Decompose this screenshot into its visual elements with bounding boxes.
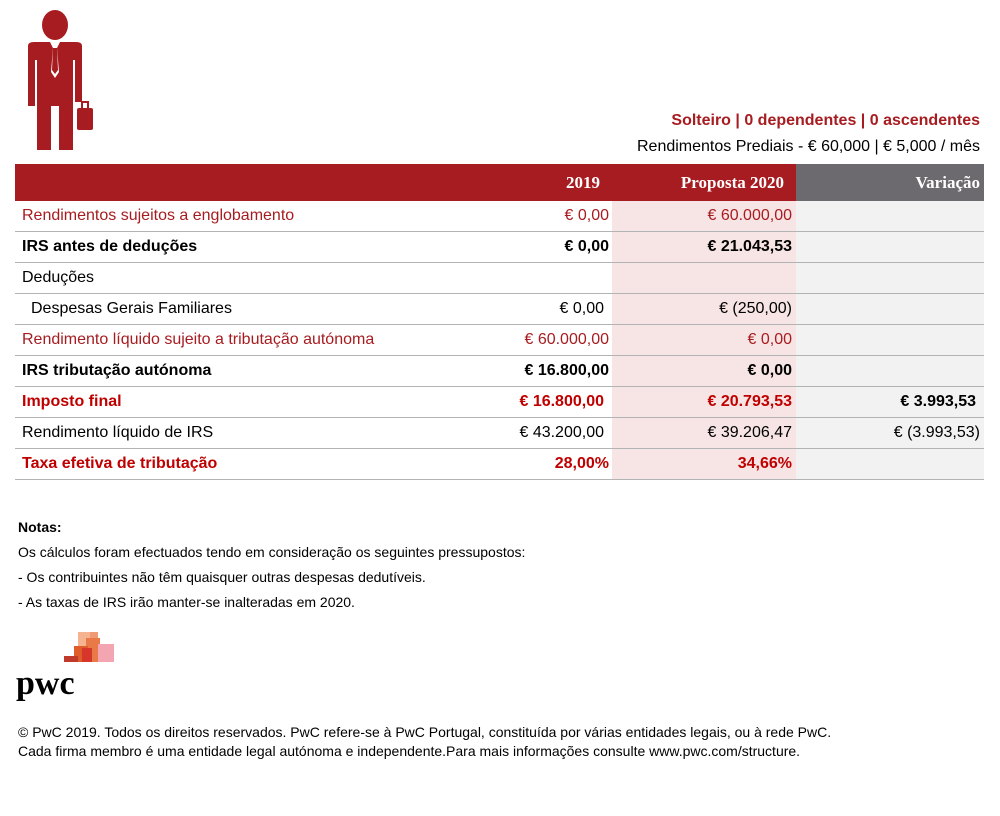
notes-line: Os cálculos foram efectuados tendo em consideração os seguintes pressupostos: xyxy=(18,544,526,560)
value-2019 xyxy=(424,263,612,294)
value-2020: € 0,00 xyxy=(612,325,796,356)
table-row xyxy=(15,387,984,418)
notes-line: - As taxas de IRS irão manter-se inalteradas em 2020. xyxy=(18,594,355,610)
row-label: Rendimento líquido sujeito a tributação autónoma xyxy=(15,325,424,356)
row-label: IRS antes de deduções xyxy=(15,232,424,263)
value-2020: € 39.206,47 xyxy=(612,418,796,449)
table-row xyxy=(15,263,984,294)
row-label: Deduções xyxy=(15,263,424,294)
value-2020: € (250,00) xyxy=(612,294,796,325)
notes-title: Notas: xyxy=(18,519,62,535)
value-2020: 34,66% xyxy=(612,449,796,480)
value-2019: € 43.200,00 xyxy=(424,418,612,449)
row-label: Rendimento líquido de IRS xyxy=(15,418,424,449)
table-header-row xyxy=(15,164,984,201)
row-label: IRS tributação autónoma xyxy=(15,356,424,387)
value-variation xyxy=(796,325,984,356)
header-2019: 2019 xyxy=(424,164,612,201)
value-variation xyxy=(796,201,984,232)
value-variation xyxy=(796,356,984,387)
footer-line: © PwC 2019. Todos os direitos reservados. PwC refere-se à PwC Portugal, constituída por várias entidades legais, ou à rede PwC. xyxy=(18,724,832,740)
value-variation xyxy=(796,263,984,294)
profile-summary xyxy=(637,108,980,160)
copyright-footer xyxy=(18,723,831,761)
value-2020: € 21.043,53 xyxy=(612,232,796,263)
value-variation: € (3.993,53) xyxy=(796,418,984,449)
value-2020: € 60.000,00 xyxy=(612,201,796,232)
header-proposal-2020: Proposta 2020 xyxy=(612,164,796,201)
value-2019: € 0,00 xyxy=(424,294,612,325)
pwc-logo-icon xyxy=(16,632,116,702)
value-2019: € 16.800,00 xyxy=(424,387,612,418)
value-2019: € 16.800,00 xyxy=(424,356,612,387)
table-row xyxy=(15,232,984,263)
table-row xyxy=(15,325,984,356)
value-2019: € 60.000,00 xyxy=(424,325,612,356)
table-row xyxy=(15,294,984,325)
header-variation: Variação xyxy=(796,164,984,201)
value-variation xyxy=(796,232,984,263)
value-2019: € 0,00 xyxy=(424,232,612,263)
value-variation xyxy=(796,294,984,325)
row-label: Rendimentos sujeitos a englobamento xyxy=(15,201,424,232)
table-row xyxy=(15,418,984,449)
row-label: Taxa efetiva de tributação xyxy=(15,449,424,480)
value-2020 xyxy=(612,263,796,294)
value-2019: 28,00% xyxy=(424,449,612,480)
row-label: Imposto final xyxy=(15,387,424,418)
pwc-logo-text: pwc xyxy=(16,665,75,702)
income-profile: Rendimentos Prediais - € 60,000 | € 5,000 / mês xyxy=(636,138,980,155)
value-variation: € 3.993,53 xyxy=(796,387,984,418)
value-2019: € 0,00 xyxy=(424,201,612,232)
footer-line: Cada firma membro é uma entidade legal autónoma e independente.Para mais informações consulte www.pwc.com/structure. xyxy=(18,743,801,759)
irs-comparison-table xyxy=(15,164,984,480)
businessman-icon xyxy=(18,10,102,152)
value-variation xyxy=(796,449,984,480)
household-profile: Solteiro | 0 dependentes | 0 ascendentes xyxy=(671,112,980,129)
table-row xyxy=(15,356,984,387)
row-label: Despesas Gerais Familiares xyxy=(15,294,424,325)
table-row xyxy=(15,449,984,480)
notes-section xyxy=(18,515,525,615)
value-2020: € 0,00 xyxy=(612,356,796,387)
value-2020: € 20.793,53 xyxy=(612,387,796,418)
header-label-cell xyxy=(15,164,424,201)
table-row xyxy=(15,201,984,232)
notes-line: - Os contribuintes não têm quaisquer outras despesas dedutíveis. xyxy=(18,569,426,585)
